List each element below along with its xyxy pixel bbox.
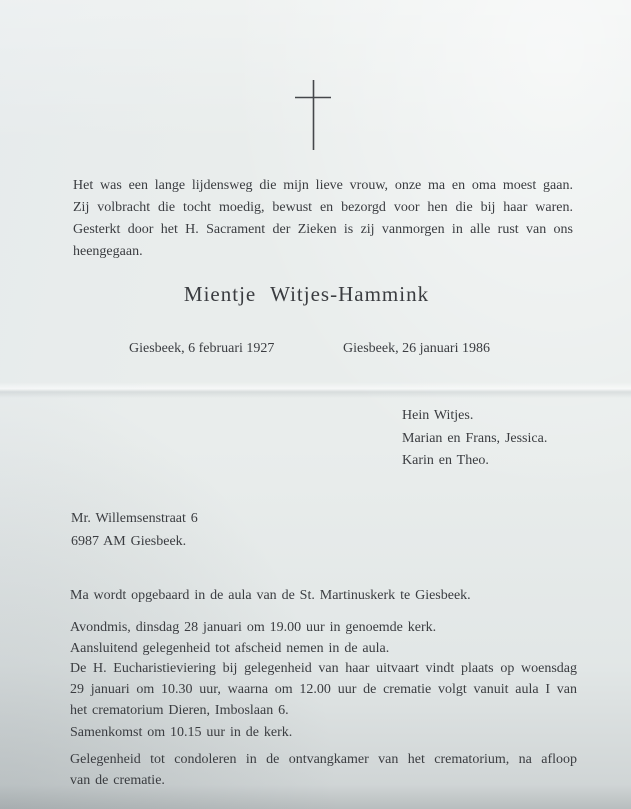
opening-paragraph: [73, 175, 573, 263]
deceased-name: Mientje Witjes-Hammink: [183, 282, 430, 306]
address-city: 6987 AM Giesbeek.: [71, 533, 187, 549]
family-names: [402, 405, 547, 473]
evening-mass-notice: [70, 617, 577, 659]
paper-fold-crease: [0, 382, 631, 398]
notice-line: De H. Eucharistieviering bij gelegenheid van haar uitvaart vindt plaats op woensdag: [70, 661, 577, 676]
death-place-date: Giesbeek, 26 januari 1986: [343, 341, 490, 356]
paragraph-line: Het was een lange lijdensweg die mijn lieve vrouw, onze ma en oma moest gaan.: [73, 178, 573, 193]
address-street: Mr. Willemsenstraat 6: [71, 511, 198, 526]
funeral-service-notice: [70, 658, 577, 721]
notice-line: van de crematie.: [70, 773, 165, 788]
notice-line: Ma wordt opgebaard in de aula van de St. Martinuskerk te Giesbeek.: [70, 588, 471, 603]
paragraph-line: Zij volbracht die tocht moedig, bewust en bezorgd voor hen die bij haar waren.: [73, 200, 573, 215]
notice-line: het crematorium Dieren, Imboslaan 6.: [70, 703, 289, 718]
laid-out-notice: [70, 585, 577, 606]
paragraph-line: Gesterkt door het H. Sacrament der Zieken is zij vanmorgen in alle rust van ons: [73, 222, 573, 237]
family-name-line: Karin en Theo.: [402, 453, 489, 468]
correspondence-address: [71, 508, 198, 553]
family-name-line: Marian en Frans, Jessica.: [402, 430, 548, 446]
paragraph-line: heengegaan.: [73, 244, 143, 259]
gathering-notice: [70, 722, 577, 743]
notice-line: Gelegenheid tot condoleren in de ontvangkamer van het crematorium, na afloop: [70, 752, 577, 767]
notice-line: 29 januari om 10.30 uur, waarna om 12.00 uur de crematie volgt vanuit aula I van: [70, 682, 577, 697]
family-name-line: Hein Witjes.: [402, 408, 474, 423]
notice-line: Aansluitend gelegenheid tot afscheid nemen in de aula.: [70, 641, 390, 656]
cross-icon: [291, 78, 335, 154]
notice-line: Samenkomst om 10.15 uur in de kerk.: [70, 725, 293, 740]
birth-place-date: Giesbeek, 6 februari 1927: [129, 341, 275, 356]
notice-line: Avondmis, dinsdag 28 januari om 19.00 uur in genoemde kerk.: [70, 620, 437, 635]
condolence-notice: [70, 749, 577, 791]
